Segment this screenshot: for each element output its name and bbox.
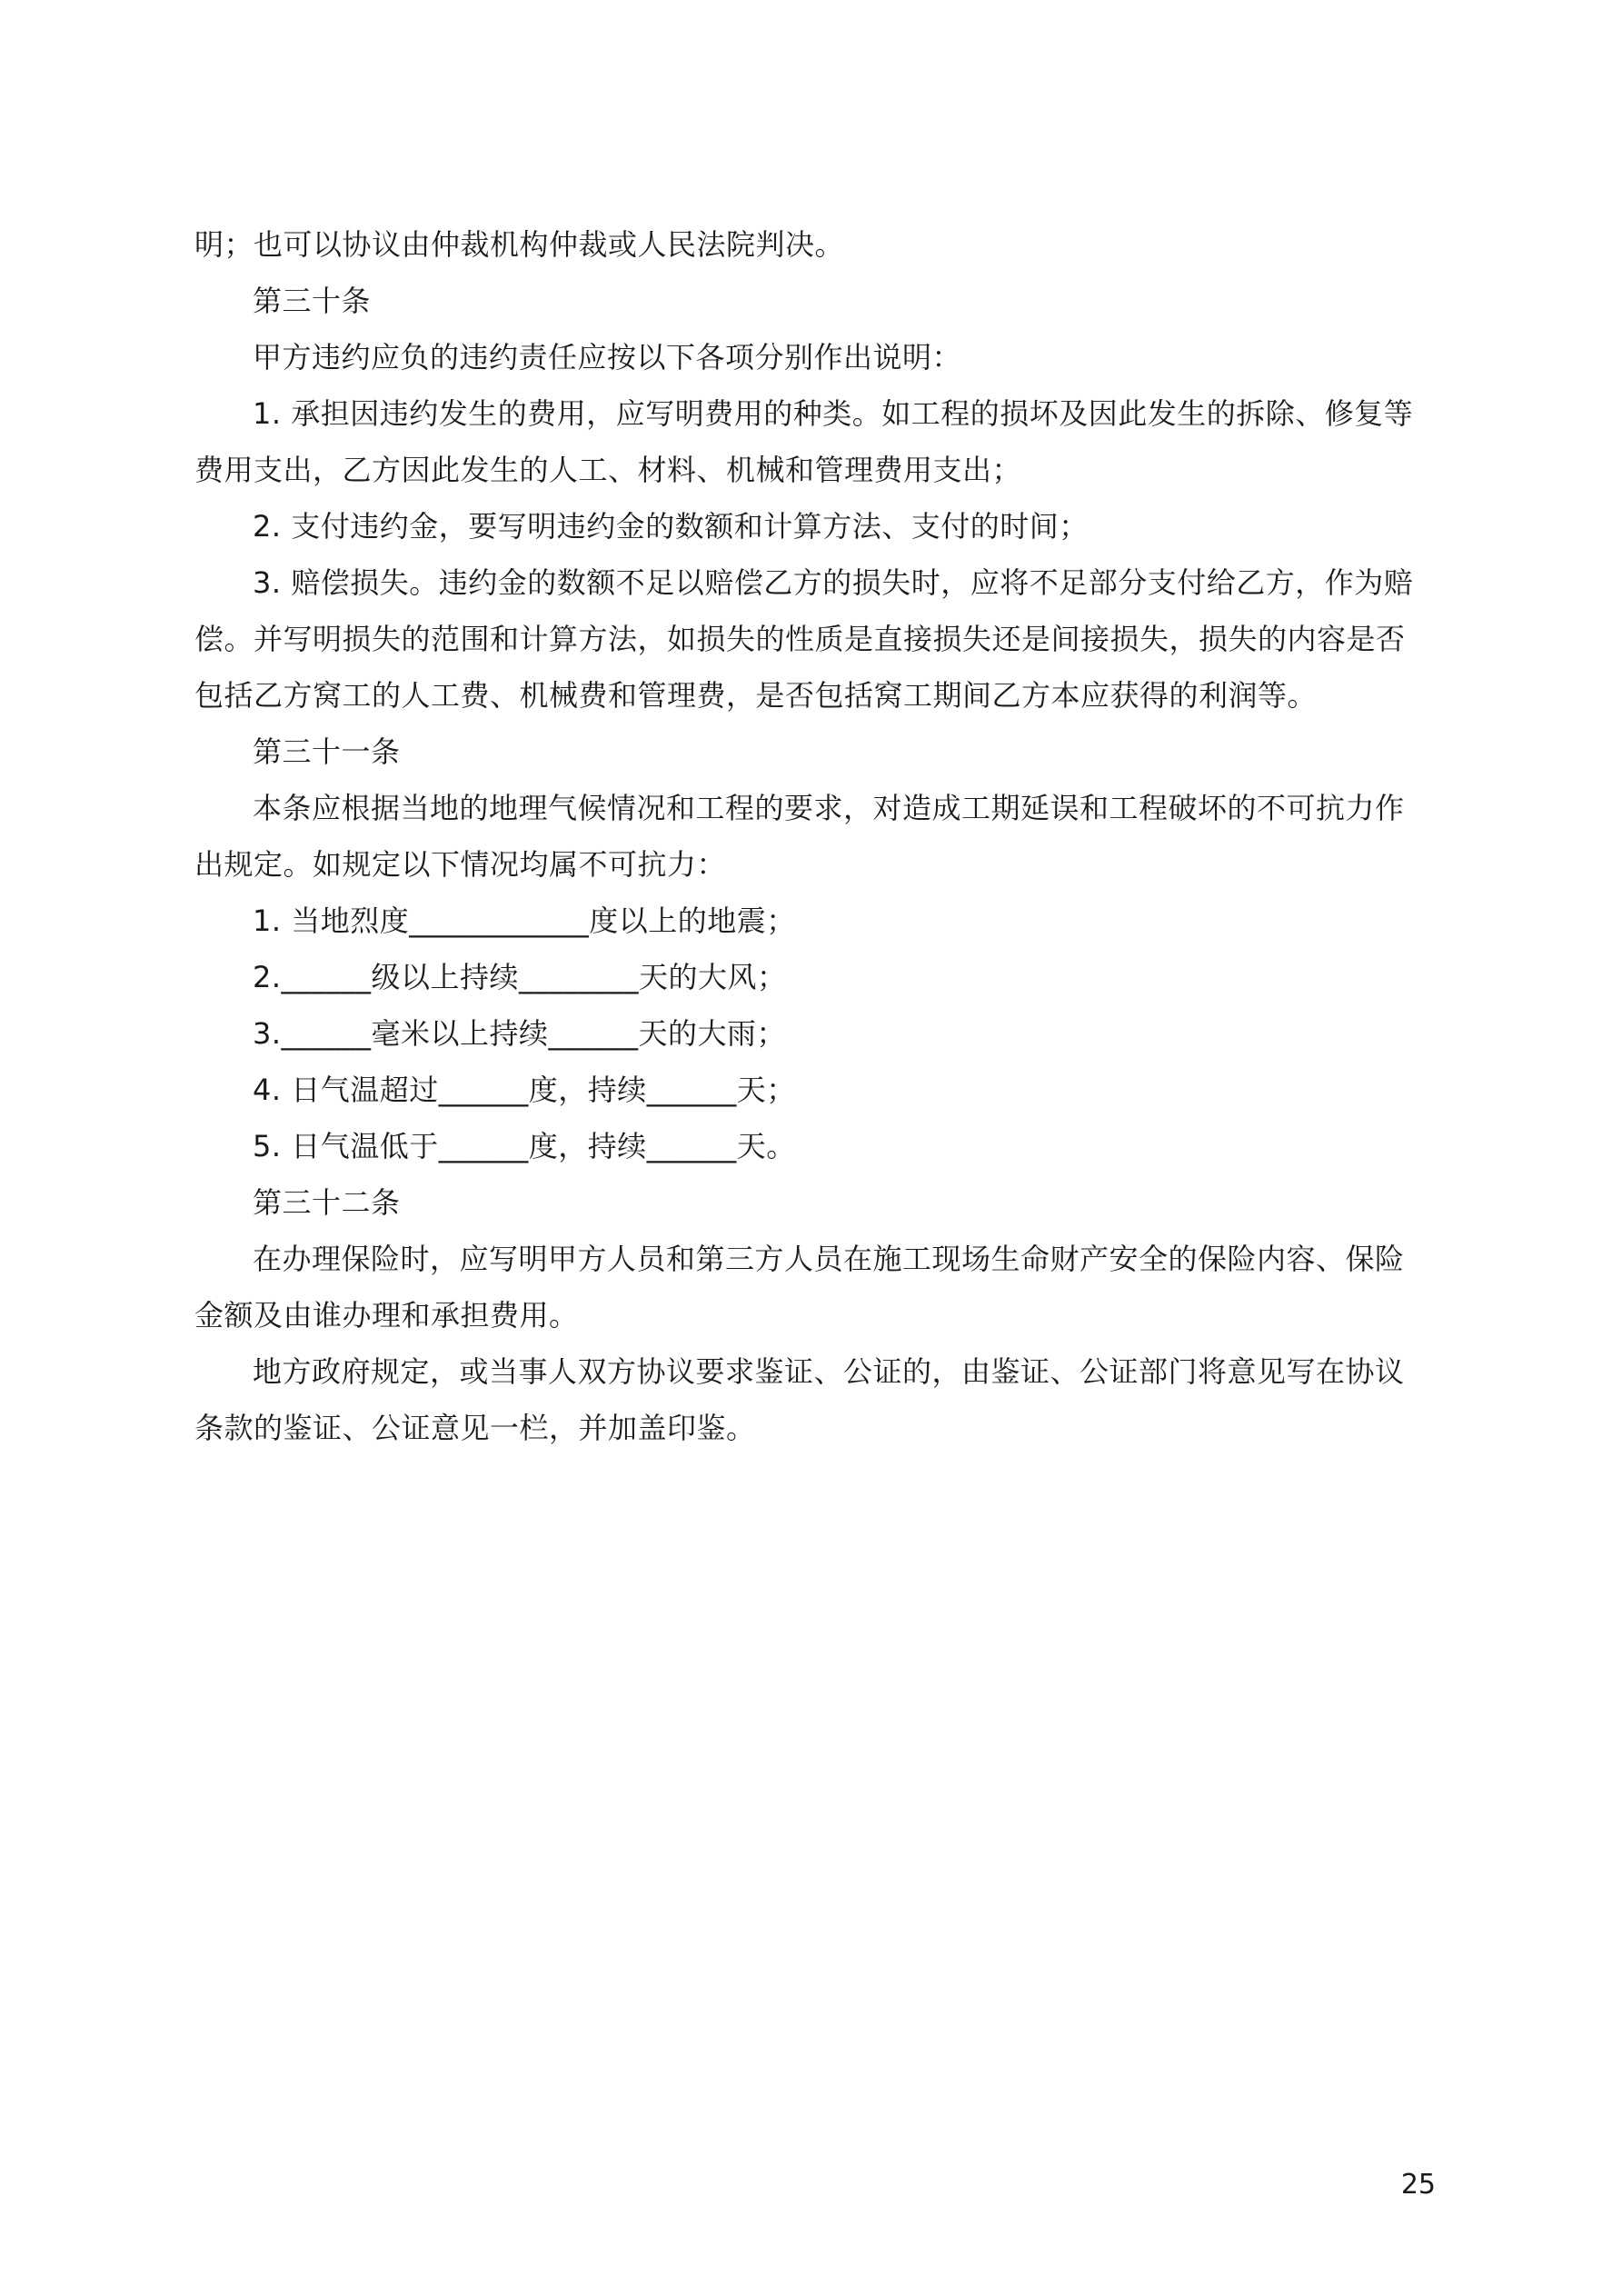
list-item: 5. 日气温低于______度，持续______天。 — [253, 1129, 796, 1163]
list-item: 1. 承担因违约发生的费用，应写明费用的种类。如工程的损坏及因此发生的拆除、修复等 — [253, 396, 1414, 431]
list-item: 4. 日气温超过______度，持续______天； — [253, 1073, 796, 1107]
text-line: 在办理保险时，应写明甲方人员和第三方人员在施工现场生命财产安全的保险内容、保险 — [253, 1242, 1405, 1276]
text-line: 包括乙方窝工的人工费、机械费和管理费，是否包括窝工期间乙方本应获得的利润等。 — [194, 678, 1318, 713]
text-line: 条款的鉴证、公证意见一栏，并加盖印鉴。 — [194, 1411, 756, 1445]
document-body — [194, 216, 1434, 1456]
text-line: 地方政府规定，或当事人双方协议要求鉴证、公证的，由鉴证、公证部门将意见写在协议 — [253, 1354, 1405, 1389]
list-item: 3. 赔偿损失。违约金的数额不足以赔偿乙方的损失时，应将不足部分支付给乙方，作为赔 — [253, 565, 1414, 600]
text-line: 明；也可以协议由仲裁机构仲裁或人民法院判决。 — [194, 227, 845, 262]
article-heading: 第三十二条 — [253, 1185, 401, 1220]
list-item: 2.______级以上持续________天的大风； — [253, 960, 787, 994]
list-item: 2. 支付违约金，要写明违约金的数额和计算方法、支付的时间； — [253, 509, 1089, 544]
article-heading: 第三十条 — [253, 284, 372, 318]
page-number: 25 — [1400, 2169, 1436, 2201]
list-item: 3.______毫米以上持续______天的大雨； — [253, 1016, 787, 1051]
text-line: 甲方违约应负的违约责任应按以下各项分别作出说明： — [253, 340, 962, 374]
text-line: 本条应根据当地的地理气候情况和工程的要求，对造成工期延误和工程破坏的不可抗力作 — [253, 791, 1405, 825]
text-line: 费用支出，乙方因此发生的人工、材料、机械和管理费用支出； — [194, 453, 1022, 487]
text-line: 偿。并写明损失的范围和计算方法，如损失的性质是直接损失还是间接损失，损失的内容是否 — [194, 622, 1406, 656]
list-item: 1. 当地烈度____________度以上的地震； — [253, 903, 796, 938]
text-line: 出规定。如规定以下情况均属不可抗力： — [194, 847, 727, 882]
article-heading: 第三十一条 — [253, 734, 401, 769]
text-line: 金额及由谁办理和承担费用。 — [194, 1298, 579, 1333]
